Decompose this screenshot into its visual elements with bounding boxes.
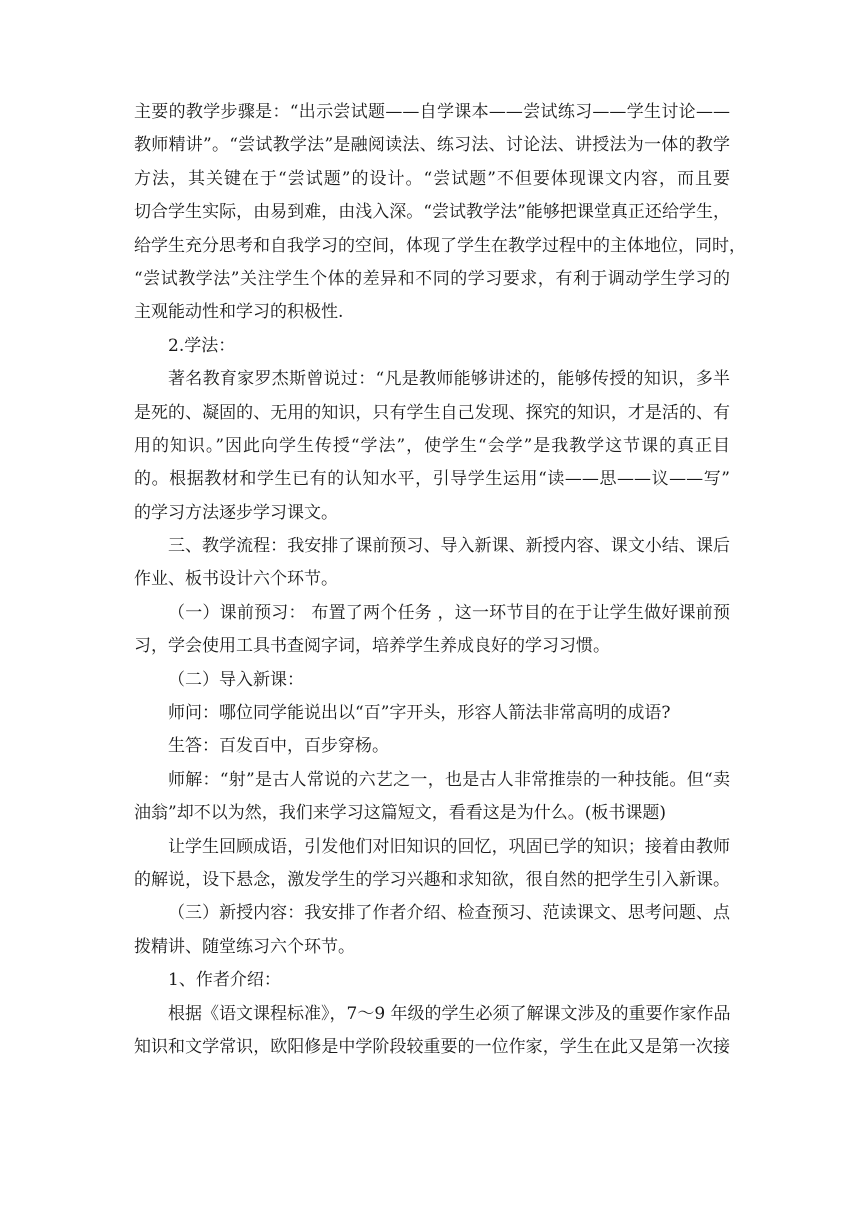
text-line: 切合学生实际，由易到难，由浅入深。“尝试教学法”能够把课堂真正还给学生， <box>134 202 730 223</box>
text-line: 主要的教学步骤是：“出示尝试题——自学课本——尝试练习——学生讨论—— <box>134 102 730 122</box>
text-line: 方法，其关键在于“尝试题”的设计。“尝试题”不但要体现课文内容，而且要 <box>134 168 730 189</box>
text-line: （一）课前预习： 布置了两个任务 ，这一环节目的在于让学生做好课前预 <box>168 602 730 623</box>
text-line: （三）新授内容：我安排了作者介绍、检查预习、范读课文、思考问题、点 <box>168 903 730 924</box>
text-line: 油翁”却不以为然，我们来学习这篇短文，看看这是为什么。(板书课题) <box>134 803 666 824</box>
text-line: 2.学法： <box>168 335 236 356</box>
text-line: 1、作者介绍： <box>168 970 281 991</box>
text-line: 习，学会使用工具书查阅字词，培养学生养成良好的学习习惯。 <box>134 636 610 657</box>
text-line: 让学生回顾成语，引发他们对旧知识的回忆，巩固已学的知识；接着由教师 <box>168 836 730 857</box>
text-line: 教师精讲”。“尝试教学法”是融阅读法、练习法、讨论法、讲授法为一体的教学 <box>134 135 730 156</box>
text-line: 的解说，设下悬念，激发学生的学习兴趣和求知欲，很自然的把学生引入新课。 <box>134 869 730 890</box>
text-line: 给学生充分思考和自我学习的空间，体现了学生在教学过程中的主体地位，同时， <box>134 235 746 256</box>
text-line: 作业、板书设计六个环节。 <box>134 569 338 590</box>
text-line: 知识和文学常识，欧阳修是中学阶段较重要的一位作家，学生在此又是第一次接 <box>134 1036 730 1057</box>
text-line: 的。根据教材和学生已有的认知水平，引导学生运用“读——思——议——写” <box>134 469 730 490</box>
text-line: 著名教育家罗杰斯曾说过：“凡是教师能够讲述的，能够传授的知识，多半 <box>168 369 730 390</box>
text-line: 用的知识。”因此向学生传授“学法”，使学生“会学”是我教学这节课的真正目 <box>134 435 730 456</box>
text-line: （二）导入新课： <box>168 669 304 690</box>
text-line: 主观能动性和学习的积极性. <box>134 302 344 323</box>
text-line: 师解：“射”是古人常说的六艺之一，也是古人非常推崇的一种技能。但“卖 <box>168 769 730 790</box>
text-line: “尝试教学法”关注学生个体的差异和不同的学习要求，有利于调动学生学习的 <box>134 268 730 289</box>
document-body <box>134 96 746 1064</box>
text-line: 三、教学流程：我安排了课前预习、导入新课、新授内容、课文小结、课后 <box>168 536 730 557</box>
text-line: 拨精讲、随堂练习六个环节。 <box>134 936 355 957</box>
text-line: 的学习方法逐步学习课文。 <box>134 502 338 523</box>
text-line: 根据《语文课程标准》，7～9 年级的学生必须了解课文涉及的重要作家作品 <box>168 1003 731 1024</box>
text-line: 师问：哪位同学能说出以“百”字开头，形容人箭法非常高明的成语? <box>168 703 671 724</box>
text-line: 生答：百发百中，百步穿杨。 <box>168 736 389 757</box>
text-line: 是死的、凝固的、无用的知识，只有学生自己发现、探究的知识，才是活的、有 <box>134 402 730 423</box>
